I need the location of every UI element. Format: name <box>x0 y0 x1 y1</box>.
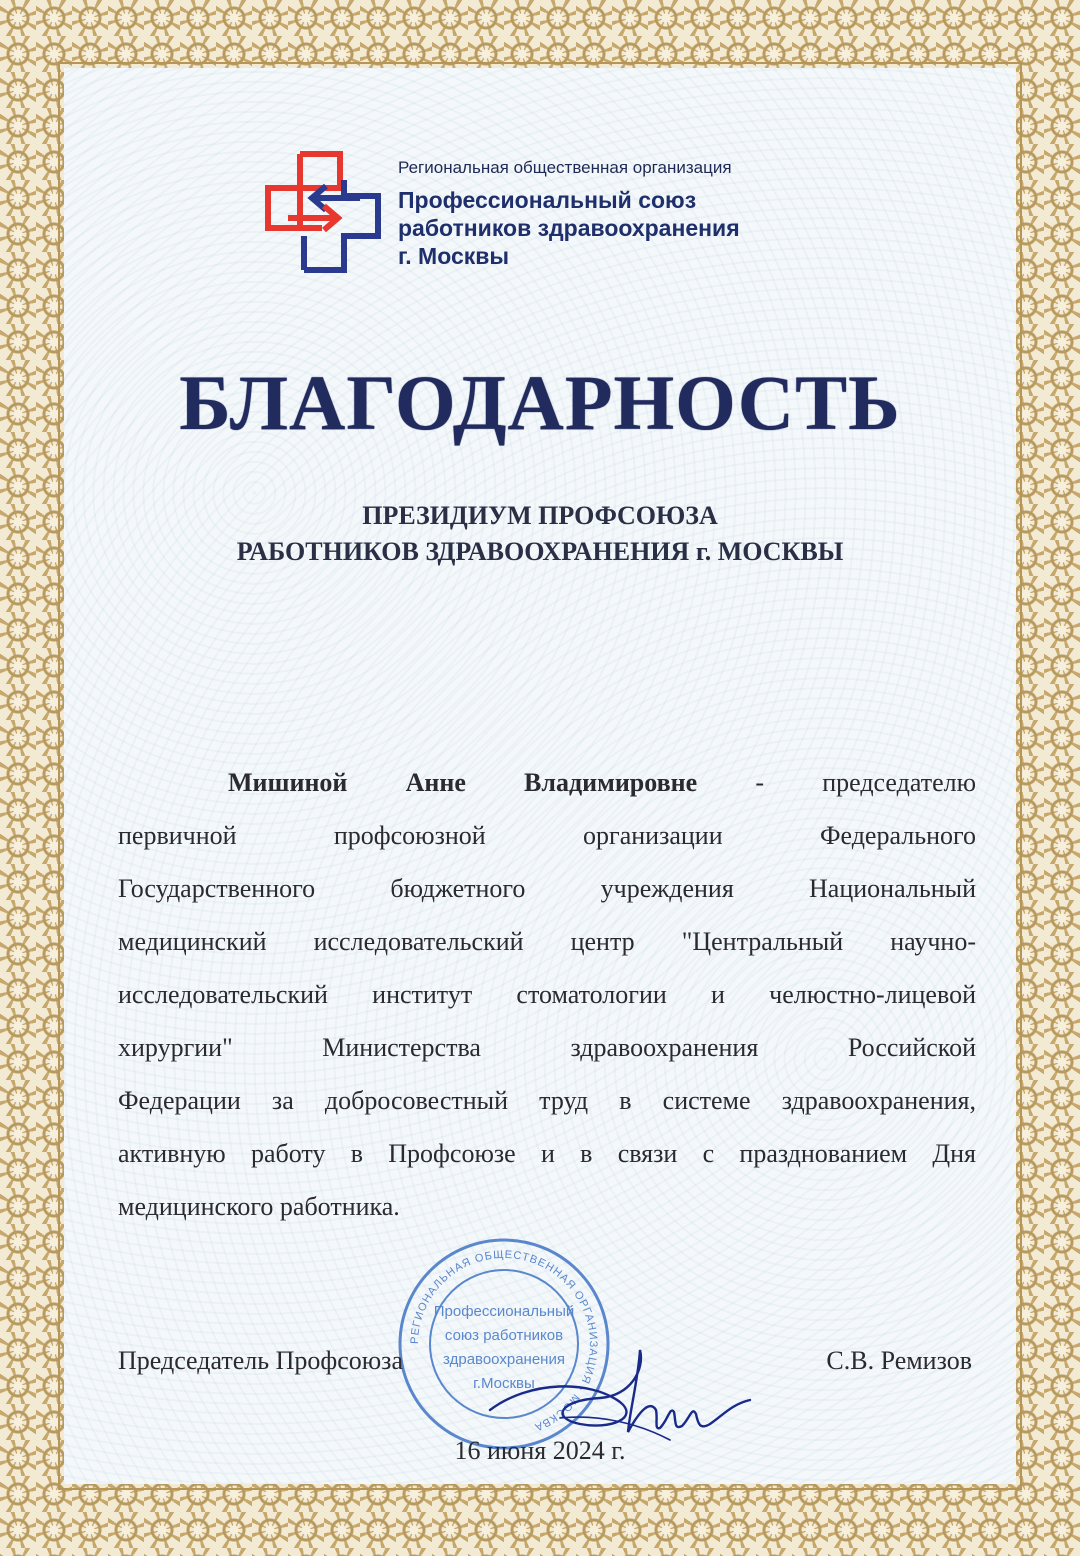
recipient-name: Мишиной Анне Владимировне <box>228 768 698 797</box>
stamp-line-1: Профессиональный <box>433 1303 575 1320</box>
presidium-heading <box>64 498 1016 570</box>
stamp-line-3: здравоохранения <box>443 1351 565 1368</box>
body-line-5: исследовательский институт стоматологии и челюстно-лицевой <box>118 980 976 1009</box>
org-name <box>398 186 998 270</box>
presidium-line-1: ПРЕЗИДИУМ ПРОФСОЮЗА <box>362 501 718 530</box>
stamp-ring-text: РЕГИОНАЛЬНАЯ ОБЩЕСТВЕННАЯ ОРГАНИЗАЦИЯ · МОСКВА <box>408 1248 600 1434</box>
body-line-8: активную работу в Профсоюзе и в связи с празднованием Дня <box>118 1139 976 1168</box>
org-name-line-2: работников здравоохранения <box>398 215 740 241</box>
signatory-position: Председатель Профсоюза <box>118 1346 403 1375</box>
body-line-2: первичной профсоюзной организации Федерального <box>118 821 976 850</box>
org-name-line-1: Профессиональный союз <box>398 187 697 213</box>
org-name-line-3: г. Москвы <box>398 243 510 269</box>
handwritten-signature <box>470 1340 770 1450</box>
body-line-7: Федерации за добросовестный труд в системе здравоохранения, <box>118 1086 976 1115</box>
presidium-line-2: РАБОТНИКОВ ЗДРАВООХРАНЕНИЯ г. МОСКВЫ <box>236 537 844 566</box>
recipient-role: - председателю <box>755 768 977 797</box>
signatory-name: С.В. Ремизов <box>826 1346 972 1375</box>
stamp-line-4: г.Москвы <box>473 1375 535 1392</box>
body-line-3: Государственного бюджетного учреждения Национальный <box>118 874 976 903</box>
issue-date: 16 июня 2024 г. <box>454 1436 626 1465</box>
org-subtitle: Региональная общественная организация <box>398 158 732 177</box>
certificate-body <box>118 756 976 1233</box>
stamp-line-2: союз работников <box>444 1327 564 1344</box>
body-line-4: медицинский исследовательский центр "Центральный научно- <box>118 927 976 956</box>
body-line-6: хирургии" Министерства здравоохранения Российской <box>118 1033 976 1062</box>
medical-cross-arrows-icon <box>264 150 384 274</box>
body-line-9: медицинского работника. <box>118 1192 400 1221</box>
certificate-title: БЛАГОДАРНОСТЬ <box>179 359 901 446</box>
body-line-1 <box>118 756 976 809</box>
